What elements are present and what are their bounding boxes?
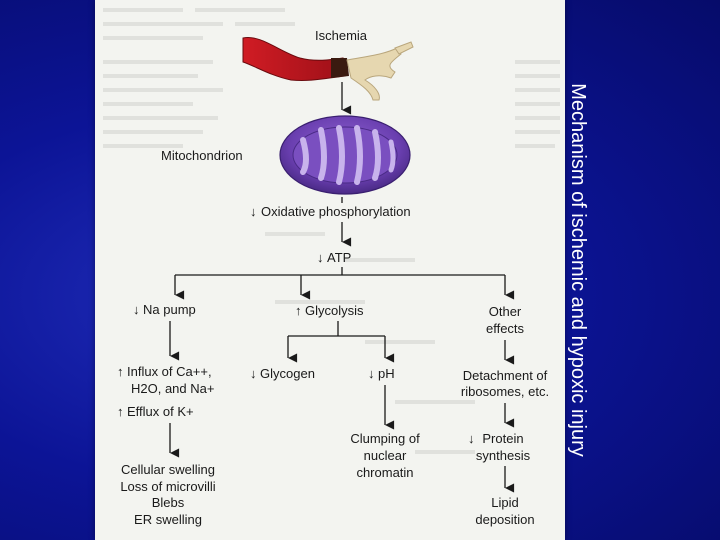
ph-label: pH (378, 366, 395, 381)
cellular-changes-line1: Cellular swelling (121, 462, 215, 477)
atp-label: ATP (327, 250, 352, 265)
glycolysis-arrow-up: ↑ (295, 303, 302, 318)
glycogen-label: Glycogen (260, 366, 315, 381)
oxphos-arrow-down: ↓ (250, 204, 257, 219)
protein-synthesis-line2: synthesis (475, 448, 531, 463)
efflux-arrow-up: ↑ (117, 404, 124, 419)
cellular-changes-line4: ER swelling (134, 512, 202, 527)
clumping-label-line1: Clumping of (350, 431, 420, 446)
lipid-deposition-line2: deposition (475, 512, 535, 527)
protein-synthesis-line1: Protein (482, 431, 524, 446)
atp-arrow-down: ↓ (317, 250, 324, 265)
ischemia-flow-diagram (95, 0, 565, 540)
detachment-label-line2: ribosomes, etc. (460, 384, 550, 399)
glycolysis-label: Glycolysis (305, 303, 364, 318)
cellular-changes-line2: Loss of microvilli (120, 479, 216, 494)
na-pump-label: Na pump (143, 302, 196, 317)
protein-arrow-down: ↓ (468, 431, 475, 446)
diagram-figure (95, 0, 565, 540)
detachment-label-line1: Detachment of (462, 368, 548, 383)
atp-branch-connector (175, 267, 505, 295)
influx-label-line1: Influx of Ca++, (127, 364, 212, 379)
na-pump-arrow-down: ↓ (133, 302, 140, 317)
influx-arrow-up: ↑ (117, 364, 124, 379)
level3-connectors (170, 385, 505, 488)
ph-arrow-down: ↓ (368, 366, 375, 381)
blocked-vessel-icon (243, 37, 413, 100)
level2-connectors (170, 321, 505, 360)
clumping-label-line3: chromatin (356, 465, 414, 480)
lipid-deposition-line1: Lipid (491, 495, 519, 510)
slide-title: Mechanism of ischemic and hypoxic injury (567, 83, 589, 457)
oxphos-label: Oxidative phosphorylation (261, 204, 411, 219)
clumping-label-line2: nuclear (363, 448, 407, 463)
glycogen-arrow-down: ↓ (250, 366, 257, 381)
efflux-label: Efflux of K+ (127, 404, 194, 419)
influx-label-line2: H2O, and Na+ (131, 381, 215, 396)
ischemia-label: Ischemia (315, 28, 368, 43)
mitochondrion-label: Mitochondrion (161, 148, 243, 163)
cellular-changes-line3: Blebs (151, 495, 185, 510)
mitochondrion-icon (280, 116, 410, 194)
other-effects-label-line1: Other (488, 304, 522, 319)
other-effects-label-line2: effects (485, 321, 525, 336)
